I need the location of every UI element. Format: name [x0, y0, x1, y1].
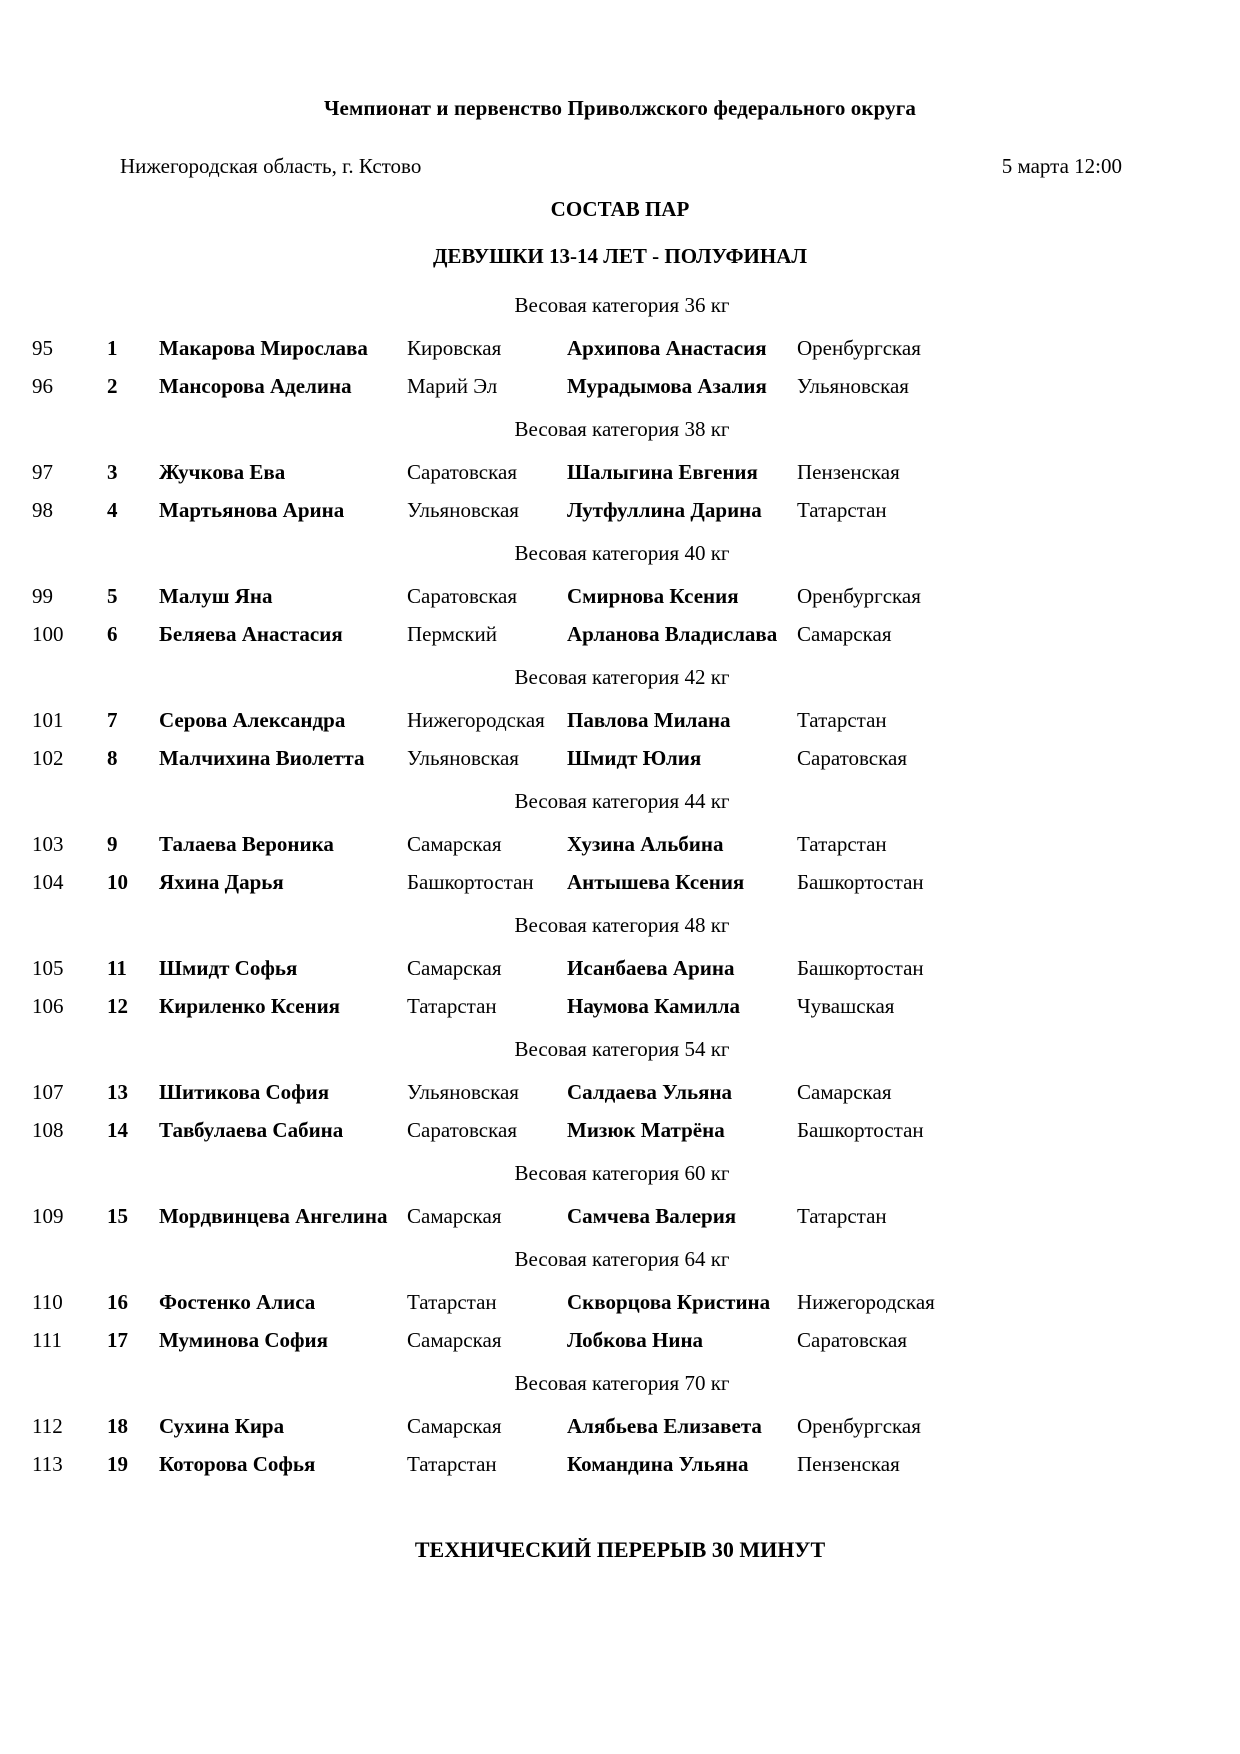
weight-category-label: Весовая категория 42 кг: [514, 665, 730, 689]
red-athlete-region: Башкортостан: [407, 870, 534, 894]
pair-number: 14: [107, 1118, 128, 1142]
red-athlete-region: Пермский: [407, 622, 497, 646]
table-row: [32, 329, 1120, 367]
mat-number: 109: [32, 1204, 64, 1228]
red-athlete-name: Беляева Анастасия: [159, 622, 343, 646]
red-athlete-region: Самарская: [407, 956, 502, 980]
blue-athlete-name: Хузина Альбина: [567, 832, 724, 856]
pair-number: 8: [107, 746, 118, 770]
red-athlete-name: Малуш Яна: [159, 584, 273, 608]
weight-category-cell: [32, 1025, 1120, 1073]
weight-category-cell: [32, 1235, 1120, 1283]
mat-number: 112: [32, 1414, 63, 1438]
red-athlete-name: Талаева Вероника: [159, 832, 334, 856]
blue-athlete-name: Шмидт Юлия: [567, 746, 702, 770]
pair-number: 17: [107, 1328, 128, 1352]
blue-athlete-name: Самчева Валерия: [567, 1204, 737, 1228]
weight-category-label: Весовая категория 54 кг: [514, 1037, 730, 1061]
blue-athlete-region: Чувашская: [797, 994, 895, 1018]
pair-number: 2: [107, 374, 118, 398]
blue-athlete-region: Саратовская: [797, 746, 907, 770]
weight-category-cell: [32, 777, 1120, 825]
weight-category-cell: [32, 653, 1120, 701]
red-athlete-region: Кировская: [407, 336, 502, 360]
weight-category-row: [32, 653, 1120, 701]
section-title: СОСТАВ ПАР: [550, 197, 690, 221]
red-athlete-name: Которова Софья: [159, 1452, 316, 1476]
blue-athlete-region: Татарстан: [797, 498, 887, 522]
table-row: [32, 739, 1120, 777]
red-athlete-region: Саратовская: [407, 584, 517, 608]
pair-number: 4: [107, 498, 118, 522]
blue-athlete-name: Наумова Камилла: [567, 994, 741, 1018]
blue-athlete-region: Самарская: [797, 622, 892, 646]
red-athlete-name: Сухина Кира: [159, 1414, 285, 1438]
red-athlete-name: Тавбулаева Сабина: [159, 1118, 344, 1142]
blue-athlete-name: Смирнова Ксения: [567, 584, 739, 608]
blue-athlete-region: Саратовская: [797, 1328, 907, 1352]
red-athlete-region: Саратовская: [407, 1118, 517, 1142]
weight-category-cell: [32, 1359, 1120, 1407]
mat-number: 97: [32, 460, 53, 484]
table-row: [32, 491, 1120, 529]
red-athlete-region: Татарстан: [407, 1452, 497, 1476]
blue-athlete-name: Командина Ульяна: [567, 1452, 749, 1476]
pair-number: 15: [107, 1204, 128, 1228]
table-row: [32, 1111, 1120, 1149]
weight-category-cell: [32, 529, 1120, 577]
mat-number: 101: [32, 708, 64, 732]
red-athlete-region: Ульяновская: [407, 1080, 519, 1104]
red-athlete-name: Кириленко Ксения: [159, 994, 341, 1018]
red-athlete-region: Самарская: [407, 1204, 502, 1228]
blue-athlete-region: Башкортостан: [797, 870, 924, 894]
weight-category-label: Весовая категория 40 кг: [514, 541, 730, 565]
weight-category-row: [32, 1149, 1120, 1197]
weight-category-row: [32, 777, 1120, 825]
pair-number: 13: [107, 1080, 128, 1104]
pair-number: 19: [107, 1452, 128, 1476]
age-category-title: ДЕВУШКИ 13-14 ЛЕТ - ПОЛУФИНАЛ: [432, 244, 808, 268]
mat-number: 113: [32, 1452, 63, 1476]
weight-category-label: Весовая категория 44 кг: [514, 789, 730, 813]
red-athlete-region: Самарская: [407, 832, 502, 856]
weight-category-label: Весовая категория 36 кг: [514, 293, 730, 317]
mat-number: 98: [32, 498, 53, 522]
blue-athlete-name: Архипова Анастасия: [567, 336, 767, 360]
table-row: [32, 1073, 1120, 1111]
red-athlete-region: Татарстан: [407, 994, 497, 1018]
red-athlete-region: Самарская: [407, 1328, 502, 1352]
blue-athlete-name: Арланова Владислава: [567, 622, 778, 646]
blue-athlete-name: Лутфуллина Дарина: [567, 498, 762, 522]
blue-athlete-region: Татарстан: [797, 832, 887, 856]
table-row: [32, 1445, 1120, 1483]
weight-category-row: [32, 1235, 1120, 1283]
blue-athlete-region: Оренбургская: [797, 584, 921, 608]
pairs-table: [32, 281, 1120, 1483]
blue-athlete-name: Салдаева Ульяна: [567, 1080, 733, 1104]
red-athlete-name: Муминова София: [159, 1328, 328, 1352]
blue-athlete-name: Мизюк Матрёна: [567, 1118, 725, 1142]
weight-category-cell: [32, 1149, 1120, 1197]
table-row: [32, 1407, 1120, 1445]
blue-athlete-region: Башкортостан: [797, 1118, 924, 1142]
red-athlete-name: Малчихина Виолетта: [159, 746, 365, 770]
document-meta: [0, 154, 1240, 179]
mat-number: 110: [32, 1290, 63, 1314]
weight-category-row: [32, 1025, 1120, 1073]
mat-number: 105: [32, 956, 64, 980]
red-athlete-name: Мордвинцева Ангелина: [159, 1204, 388, 1228]
mat-number: 104: [32, 870, 64, 894]
red-athlete-region: Самарская: [407, 1414, 502, 1438]
pair-number: 10: [107, 870, 128, 894]
red-athlete-region: Саратовская: [407, 460, 517, 484]
pair-number: 1: [107, 336, 118, 360]
table-row: [32, 577, 1120, 615]
blue-athlete-name: Мурадымова Азалия: [567, 374, 767, 398]
red-athlete-name: Серова Александра: [159, 708, 346, 732]
blue-athlete-name: Скворцова Кристина: [567, 1290, 771, 1314]
weight-category-row: [32, 281, 1120, 329]
blue-athlete-name: Алябьева Елизавета: [567, 1414, 762, 1438]
pair-number: 7: [107, 708, 118, 732]
mat-number: 111: [32, 1328, 62, 1352]
mat-number: 108: [32, 1118, 64, 1142]
table-row: [32, 825, 1120, 863]
pair-number: 5: [107, 584, 118, 608]
mat-number: 107: [32, 1080, 64, 1104]
mat-number: 96: [32, 374, 53, 398]
red-athlete-region: Нижегородская: [407, 708, 545, 732]
pair-number: 12: [107, 994, 128, 1018]
weight-category-label: Весовая категория 38 кг: [514, 417, 730, 441]
document-title: Чемпионат и первенство Приволжского федерального округа: [324, 96, 916, 120]
red-athlete-region: Ульяновская: [407, 498, 519, 522]
pair-number: 6: [107, 622, 118, 646]
weight-category-label: Весовая категория 60 кг: [514, 1161, 730, 1185]
weight-category-label: Весовая категория 64 кг: [514, 1247, 730, 1271]
weight-category-row: [32, 901, 1120, 949]
blue-athlete-region: Татарстан: [797, 1204, 887, 1228]
blue-athlete-name: Павлова Милана: [567, 708, 731, 732]
weight-category-row: [32, 1359, 1120, 1407]
table-row: [32, 1321, 1120, 1359]
weight-category-label: Весовая категория 48 кг: [514, 913, 730, 937]
pair-number: 3: [107, 460, 118, 484]
mat-number: 102: [32, 746, 64, 770]
red-athlete-name: Шитикова София: [159, 1080, 330, 1104]
red-athlete-region: Марий Эл: [407, 374, 498, 398]
weight-category-label: Весовая категория 70 кг: [514, 1371, 730, 1395]
event-location: Нижегородская область, г. Кстово: [120, 154, 422, 178]
table-row: [32, 367, 1120, 405]
mat-number: 103: [32, 832, 64, 856]
weight-category-cell: [32, 281, 1120, 329]
table-row: [32, 863, 1120, 901]
weight-category-row: [32, 405, 1120, 453]
pair-number: 16: [107, 1290, 128, 1314]
blue-athlete-name: Антышева Ксения: [567, 870, 745, 894]
blue-athlete-region: Оренбургская: [797, 1414, 921, 1438]
blue-athlete-region: Самарская: [797, 1080, 892, 1104]
red-athlete-region: Ульяновская: [407, 746, 519, 770]
pair-number: 9: [107, 832, 118, 856]
red-athlete-name: Шмидт Софья: [159, 956, 298, 980]
pair-number: 18: [107, 1414, 128, 1438]
table-row: [32, 1197, 1120, 1235]
table-row: [32, 701, 1120, 739]
table-row: [32, 453, 1120, 491]
red-athlete-region: Татарстан: [407, 1290, 497, 1314]
table-row: [32, 987, 1120, 1025]
red-athlete-name: Макарова Мирослава: [159, 336, 368, 360]
mat-number: 95: [32, 336, 53, 360]
weight-category-row: [32, 529, 1120, 577]
blue-athlete-name: Лобкова Нина: [567, 1328, 704, 1352]
mat-number: 100: [32, 622, 64, 646]
event-datetime: 5 марта 12:00: [1001, 154, 1122, 178]
mat-number: 106: [32, 994, 64, 1018]
blue-athlete-name: Исанбаева Арина: [567, 956, 735, 980]
table-row: [32, 949, 1120, 987]
pair-number: 11: [107, 956, 127, 980]
blue-athlete-region: Нижегородская: [797, 1290, 935, 1314]
technical-break-note: ТЕХНИЧЕСКИЙ ПЕРЕРЫВ 30 МИНУТ: [414, 1537, 826, 1562]
table-row: [32, 1283, 1120, 1321]
red-athlete-name: Мансорова Аделина: [159, 374, 352, 398]
blue-athlete-region: Ульяновская: [797, 374, 909, 398]
blue-athlete-region: Оренбургская: [797, 336, 921, 360]
blue-athlete-name: Шалыгина Евгения: [567, 460, 758, 484]
red-athlete-name: Фостенко Алиса: [159, 1290, 316, 1314]
blue-athlete-region: Башкортостан: [797, 956, 924, 980]
weight-category-cell: [32, 405, 1120, 453]
red-athlete-name: Мартьянова Арина: [159, 498, 345, 522]
blue-athlete-region: Пензенская: [797, 1452, 900, 1476]
blue-athlete-region: Пензенская: [797, 460, 900, 484]
mat-number: 99: [32, 584, 53, 608]
weight-category-cell: [32, 901, 1120, 949]
red-athlete-name: Яхина Дарья: [159, 870, 284, 894]
red-athlete-name: Жучкова Ева: [159, 460, 286, 484]
blue-athlete-region: Татарстан: [797, 708, 887, 732]
table-row: [32, 615, 1120, 653]
